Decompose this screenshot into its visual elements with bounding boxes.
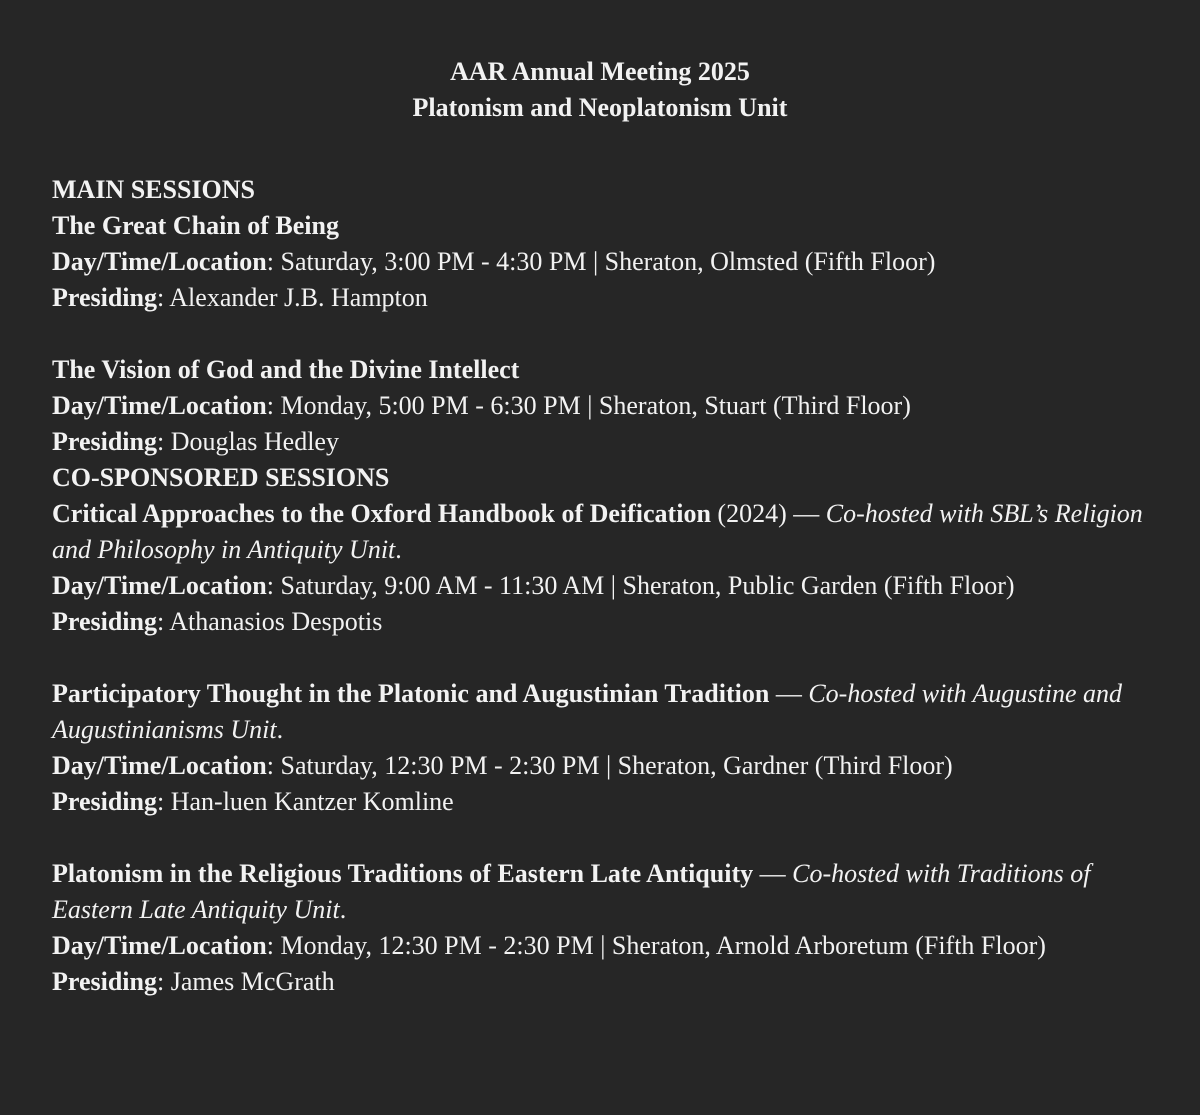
session-title: The Vision of God and the Divine Intellect <box>52 355 520 384</box>
co-sponsored-sessions-section <box>52 460 1148 1000</box>
day-time-location-value: Monday, 12:30 PM - 2:30 PM | Sheraton, Arnold Arboretum (Fifth Floor) <box>280 931 1046 960</box>
presiding-value: Douglas Hedley <box>170 427 339 456</box>
session-day-time-location: Day/Time/Location: Monday, 5:00 PM - 6:30 PM | Sheraton, Stuart (Third Floor) <box>52 391 911 420</box>
session-title-suffix: — <box>759 859 786 888</box>
document-header <box>52 54 1148 126</box>
day-time-location-value: Saturday, 9:00 AM - 11:30 AM | Sheraton, Public Garden (Fifth Floor) <box>280 571 1015 600</box>
session-title: Participatory Thought in the Platonic and Augustinian Tradition <box>52 679 770 708</box>
co-sponsored-session-3 <box>52 856 1148 1000</box>
session-title-suffix: — <box>775 679 802 708</box>
unit-title: Platonism and Neoplatonism Unit <box>412 93 788 122</box>
session-day-time-location: Day/Time/Location: Saturday, 9:00 AM - 11:30 AM | Sheraton, Public Garden (Fifth Floor) <box>52 571 1015 600</box>
session-day-time-location: Day/Time/Location: Saturday, 3:00 PM - 4:30 PM | Sheraton, Olmsted (Fifth Floor) <box>52 247 936 276</box>
session-cohost: Co-hosted with Augustine and Augustinianisms Unit <box>52 679 1123 744</box>
main-session-2 <box>52 352 1148 460</box>
session-cohost: Co-hosted with Traditions of Eastern Late Antiquity Unit <box>52 859 1091 924</box>
session-title: The Great Chain of Being <box>52 211 339 240</box>
presiding-value: Alexander J.B. Hampton <box>169 283 428 312</box>
session-title-line: Platonism in the Religious Traditions of Eastern Late Antiquity — Co-hosted with Traditions of Eastern Late Antiquity Unit. <box>52 859 1091 924</box>
main-sessions-heading: MAIN SESSIONS <box>52 175 256 204</box>
day-time-location-label: Day/Time/Location <box>52 247 267 276</box>
session-title-suffix: (2024) — <box>717 499 820 528</box>
co-sponsored-session-1 <box>52 460 1148 640</box>
day-time-location-value: Saturday, 12:30 PM - 2:30 PM | Sheraton, Gardner (Third Floor) <box>280 751 953 780</box>
meeting-title: AAR Annual Meeting 2025 <box>450 57 750 86</box>
main-sessions-section <box>52 172 1148 460</box>
presiding-value: Han-luen Kantzer Komline <box>170 787 454 816</box>
session-day-time-location: Day/Time/Location: Monday, 12:30 PM - 2:30 PM | Sheraton, Arnold Arboretum (Fifth Floor) <box>52 931 1046 960</box>
day-time-location-label: Day/Time/Location <box>52 391 267 420</box>
session-cohost: Co-hosted with SBL’s Religion and Philosophy in Antiquity Unit <box>52 499 1143 564</box>
day-time-location-value: Saturday, 3:00 PM - 4:30 PM | Sheraton, Olmsted (Fifth Floor) <box>280 247 936 276</box>
day-time-location-value: Monday, 5:00 PM - 6:30 PM | Sheraton, Stuart (Third Floor) <box>280 391 911 420</box>
session-presiding: Presiding: Alexander J.B. Hampton <box>52 283 428 312</box>
session-day-time-location: Day/Time/Location: Saturday, 12:30 PM - 2:30 PM | Sheraton, Gardner (Third Floor) <box>52 751 953 780</box>
co-sponsored-sessions-heading: CO-SPONSORED SESSIONS <box>52 463 390 492</box>
day-time-location-label: Day/Time/Location <box>52 571 267 600</box>
main-session-1 <box>52 172 1148 316</box>
session-title: Critical Approaches to the Oxford Handbook of Deification <box>52 499 711 528</box>
session-presiding: Presiding: James McGrath <box>52 967 335 996</box>
presiding-label: Presiding <box>52 967 157 996</box>
session-presiding: Presiding: Athanasios Despotis <box>52 607 383 636</box>
session-presiding: Presiding: Han-luen Kantzer Komline <box>52 787 454 816</box>
day-time-location-label: Day/Time/Location <box>52 931 267 960</box>
presiding-value: Athanasios Despotis <box>169 607 383 636</box>
presiding-label: Presiding <box>52 283 157 312</box>
presiding-value: James McGrath <box>170 967 335 996</box>
session-title-line: Critical Approaches to the Oxford Handbook of Deification (2024) — Co-hosted with SBL’s Religion and Philosophy in Antiquity Unit. <box>52 499 1143 564</box>
session-title-line: Participatory Thought in the Platonic and Augustinian Tradition — Co-hosted with Augustine and Augustinianisms Unit. <box>52 679 1123 744</box>
co-sponsored-session-2 <box>52 676 1148 820</box>
session-presiding: Presiding: Douglas Hedley <box>52 427 339 456</box>
day-time-location-label: Day/Time/Location <box>52 751 267 780</box>
session-title: Platonism in the Religious Traditions of Eastern Late Antiquity <box>52 859 754 888</box>
presiding-label: Presiding <box>52 607 157 636</box>
presiding-label: Presiding <box>52 427 157 456</box>
presiding-label: Presiding <box>52 787 157 816</box>
